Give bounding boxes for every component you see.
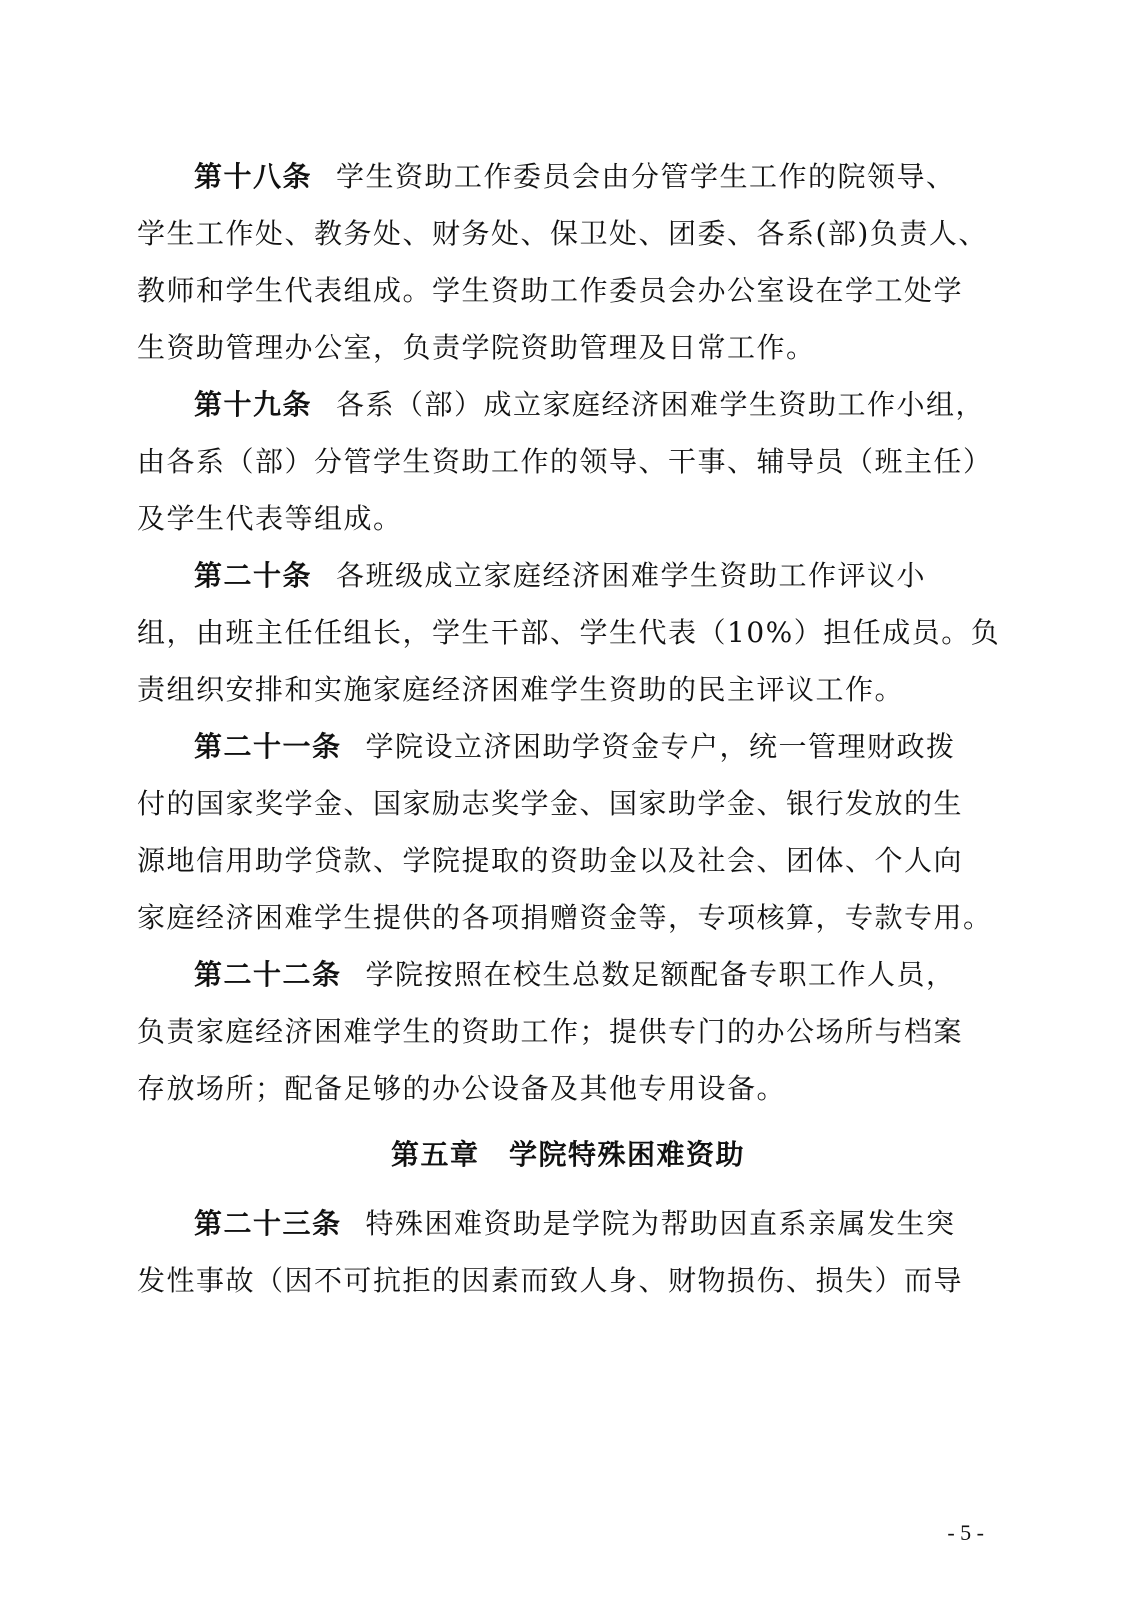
chapter-title: 第五章 学院特殊困难资助 [390,1138,745,1171]
article-label: 第十八条 [194,160,313,193]
article-text: 各班级成立家庭经济困难学生资助工作评议小 [336,559,927,592]
article-label: 第二十一条 [194,730,342,763]
article-line: 责组织安排和实施家庭经济困难学生资助的民主评议工作。 [137,673,905,706]
article-line: 家庭经济困难学生提供的各项捐赠资金等，专项核算，专款专用。 [137,901,993,934]
article-line: 组，由班主任任组长，学生干部、学生代表（10%）担任成员。负 [137,616,1001,649]
article-line: 负责家庭经济困难学生的资助工作；提供专门的办公场所与档案 [137,1015,964,1048]
article-label: 第二十二条 [194,958,342,991]
article-first-line [137,946,999,1003]
article-21 [137,718,999,946]
document-body [137,148,999,1309]
article-text: 各系（部）成立家庭经济困难学生资助工作小组， [336,388,986,421]
article-first-line [137,148,999,205]
article-text: 学院按照在校生总数足额配备专职工作人员， [365,958,956,991]
article-first-line [137,376,999,433]
page-number: - 5 - [947,1520,984,1545]
article-22 [137,946,999,1117]
article-line: 学生工作处、教务处、财务处、保卫处、团委、各系(部)负责人、 [137,217,988,250]
article-line: 发性事故（因不可抗拒的因素而致人身、财物损伤、损失）而导 [137,1264,964,1297]
article-20 [137,547,999,718]
article-text: 学院设立济困助学资金专户，统一管理财政拨 [365,730,956,763]
article-line: 付的国家奖学金、国家励志奖学金、国家助学金、银行发放的生 [137,787,964,820]
article-19 [137,376,999,547]
article-23 [137,1195,999,1309]
article-first-line [137,718,999,775]
article-text: 学生资助工作委员会由分管学生工作的院领导、 [336,160,956,193]
article-line: 源地信用助学贷款、学院提取的资助金以及社会、团体、个人向 [137,844,964,877]
article-label: 第十九条 [194,388,313,421]
article-first-line [137,547,999,604]
article-line: 由各系（部）分管学生资助工作的领导、干事、辅导员（班主任） [137,445,993,478]
article-label: 第二十条 [194,559,313,592]
article-text: 特殊困难资助是学院为帮助因直系亲属发生突 [365,1207,956,1240]
article-line: 教师和学生代表组成。学生资助工作委员会办公室设在学工处学 [137,274,964,307]
article-label: 第二十三条 [194,1207,342,1240]
article-18 [137,148,999,376]
article-first-line [137,1195,999,1252]
article-line: 及学生代表等组成。 [137,502,403,535]
article-line: 存放场所；配备足够的办公设备及其他专用设备。 [137,1072,787,1105]
article-line: 生资助管理办公室，负责学院资助管理及日常工作。 [137,331,816,364]
